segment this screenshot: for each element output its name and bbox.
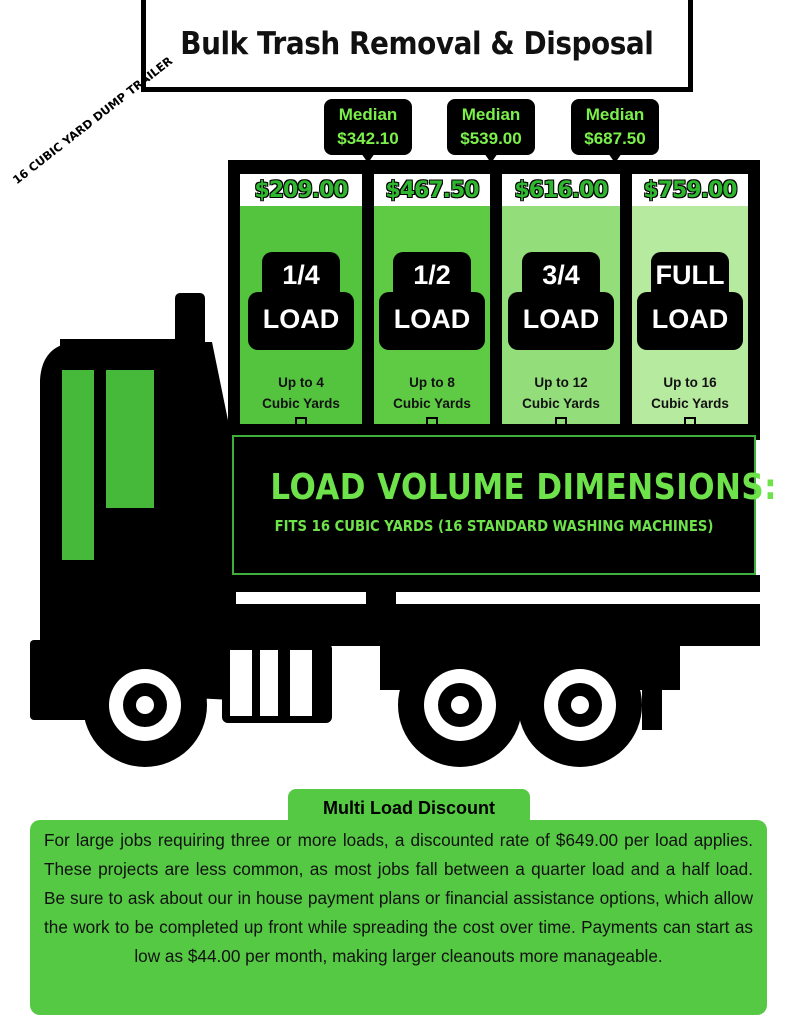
load-column-three-quarter	[502, 174, 620, 424]
median-value: $342.10	[337, 129, 399, 148]
load-column-half	[374, 174, 490, 424]
load-badge	[248, 252, 354, 350]
load-capacity: Up to 4 Cubic Yards	[262, 375, 340, 411]
discount-title: Multi Load Discount	[323, 797, 495, 818]
load-column-quarter	[240, 174, 362, 424]
load-fraction: 1/4	[282, 260, 320, 290]
load-word: LOAD	[262, 304, 340, 334]
load-price: $759.00	[632, 174, 748, 206]
discount-tab	[288, 789, 530, 827]
load-capacity: Up to 8 Cubic Yards	[393, 375, 471, 411]
load-fraction: 1/2	[413, 260, 451, 290]
median-value: $539.00	[460, 129, 522, 148]
page-title: Bulk Trash Removal & Disposal	[180, 25, 654, 62]
load-capacity: Up to 12 Cubic Yards	[522, 375, 600, 411]
load-fraction: FULL	[655, 260, 725, 290]
load-column-full	[632, 174, 748, 424]
median-value: $687.50	[584, 129, 646, 148]
load-badge	[508, 252, 614, 350]
load-word: LOAD	[522, 304, 600, 334]
median-label: Median	[338, 105, 398, 124]
load-price: $209.00	[240, 174, 362, 206]
load-fraction: 3/4	[542, 260, 580, 290]
trailer-label: 16 CUBIC YARD DUMP TRAILER	[10, 53, 176, 188]
load-badge	[637, 252, 743, 350]
load-badge	[379, 252, 485, 350]
median-label: Median	[585, 105, 645, 124]
load-volume-panel	[232, 435, 777, 575]
load-capacity: Up to 16 Cubic Yards	[651, 375, 729, 411]
load-volume-subtitle: FITS 16 CUBIC YARDS (16 STANDARD WASHING MACHINES)	[274, 517, 714, 535]
load-word: LOAD	[393, 304, 471, 334]
discount-text: For large jobs requiring three or more loads, a discounted rate of $649.00 per load applies. These projects are less common, as most jobs fall between a quarter load and a half load. Be sure to ask about our in house payment plans or financial assistance options, which allow the work to be completed up front while spreading the cost over time. Payments can start as low as $44.00 per month, making larger cleanouts more manageable.	[44, 830, 753, 966]
load-price: $616.00	[502, 174, 620, 206]
discount-box	[30, 820, 767, 1015]
load-price: $467.50	[374, 174, 490, 206]
load-volume-title: LOAD VOLUME DIMENSIONS:	[270, 467, 777, 508]
load-word: LOAD	[651, 304, 729, 334]
median-label: Median	[461, 105, 521, 124]
